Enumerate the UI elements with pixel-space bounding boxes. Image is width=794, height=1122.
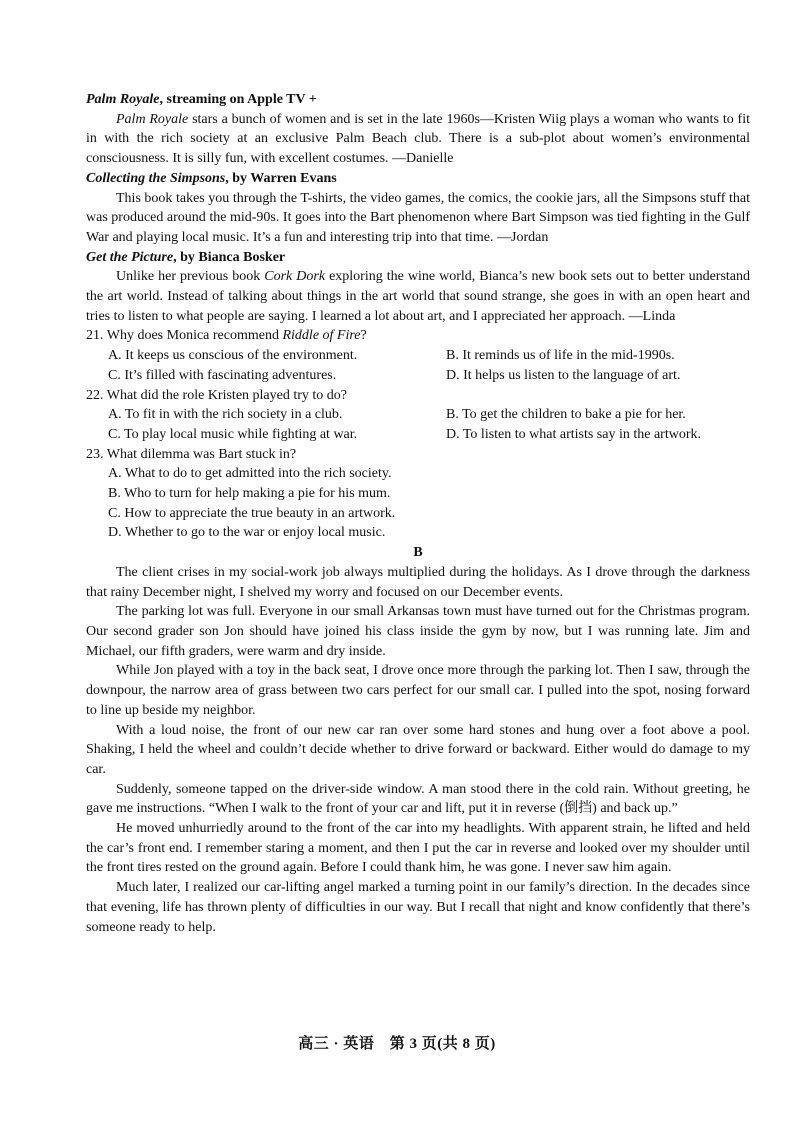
passage-paragraph: With a loud noise, the front of our new car ran over some hard stones and hung over a foot above a pool. Shaking, I held the wheel and couldn’t decide whether to drive forward or backward. Either would do damage to my car. bbox=[86, 722, 750, 777]
review-title-italic: Get the Picture bbox=[86, 249, 174, 265]
question-stem-text: ? bbox=[360, 328, 367, 344]
section-heading: B bbox=[413, 545, 423, 561]
passage-paragraph: Suddenly, someone tapped on the driver-side window. A man stood there in the cold rain. Without greeting, he gave me instructions. “When I walk to the front of your car and lift, put it in reverse (倒挡) and back up.” bbox=[86, 781, 750, 817]
review-title bbox=[86, 169, 750, 189]
option-c: C. It’s filled with fascinating adventures. bbox=[108, 367, 337, 383]
option-c: C. How to appreciate the true beauty in an artwork. bbox=[108, 505, 396, 521]
question-options bbox=[108, 405, 750, 444]
option-c: C. To play local music while fighting at war. bbox=[108, 426, 358, 442]
option-d: D. To listen to what artists say in the artwork. bbox=[446, 426, 702, 442]
review-title bbox=[86, 90, 750, 110]
review-body-text: stars a bunch of women and is set in the late 1960s—Kristen Wiig plays a woman who wants to fit in with the rich society at an exclusive Palm Beach club. There is a sub-plot about women’s environmental consciousness. It is silly fun, with excellent costumes. —Danielle bbox=[86, 111, 750, 167]
question-stem-italic: Riddle of Fire bbox=[282, 328, 361, 344]
option-b: B. Who to turn for help making a pie for his mum. bbox=[108, 486, 391, 502]
option-d: D. It helps us listen to the language of art. bbox=[446, 367, 681, 383]
review-body-text: exploring the wine world, Bianca’s new book sets out to better understand the art world. Instead of talking about things in the art world that sound strange, she goes in with an open heart and tries to listen to what people are saying. I learned a lot about art, and I appreciated her approach. —Linda bbox=[86, 269, 750, 324]
option-a: A. What to do to get admitted into the rich society. bbox=[108, 466, 392, 482]
question-options bbox=[108, 346, 750, 385]
option-b: B. To get the children to bake a pie for her. bbox=[446, 407, 686, 423]
review-title-rest: , streaming on Apple TV + bbox=[159, 92, 317, 107]
question-stem: 23. What dilemma was Bart stuck in? bbox=[86, 446, 297, 462]
review-title-italic: Palm Royale bbox=[86, 92, 160, 107]
page-content bbox=[86, 90, 750, 937]
option-d: D. Whether to go to the war or enjoy local music. bbox=[108, 525, 386, 541]
review-title bbox=[86, 248, 750, 268]
passage-paragraph: While Jon played with a toy in the back seat, I drove once more through the parking lot. Then I saw, through the downpour, the narrow area of grass between two cars perfect for our small car. I pulled into the spot, nosing forward to line up beside my neighbor. bbox=[86, 663, 750, 718]
review-body: This book takes you through the T-shirts, the video games, the comics, the cookie jars, all the Simpsons stuff that was produced around the mid-90s. It goes into the Bart phenomenon where Bart Simpson was tied fighting in the Gulf War and playing local music. It’s a fun and interesting trip into that time. —Jordan bbox=[86, 190, 750, 245]
passage-paragraph: The client crises in my social-work job always multiplied during the holidays. As I drove through the darkness that rainy December night, I shelved my worry and focused on our December events. bbox=[86, 564, 750, 600]
review-body-italic: Palm Royale bbox=[116, 111, 189, 127]
option-b: B. It reminds us of life in the mid-1990s. bbox=[446, 348, 675, 364]
review-title-italic: Collecting the Simpsons bbox=[86, 170, 226, 186]
question-options bbox=[108, 464, 750, 543]
review-body bbox=[86, 267, 750, 326]
review-body bbox=[86, 110, 750, 169]
review-title-rest: , by Bianca Bosker bbox=[173, 249, 286, 265]
question-stem bbox=[86, 326, 750, 346]
option-a: A. To fit in with the rich society in a club. bbox=[108, 407, 343, 423]
passage-paragraph: Much later, I realized our car-lifting angel marked a turning point in our family’s direction. In the decades since that evening, life has thrown plenty of difficulties in our way. But I recall that night and know confidently that there’s someone ready to help. bbox=[86, 880, 750, 935]
passage-paragraph: He moved unhurriedly around to the front of the car into my headlights. With apparent strain, he lifted and held the car’s front end. I remember staring a moment, and then I put the car in reverse and looked over my shoulder until the front tires rested on the ground again. Before I could thank him, he was gone. I never saw him again. bbox=[86, 821, 750, 876]
review-body-text: Unlike her previous book bbox=[116, 269, 265, 285]
option-a: A. It keeps us conscious of the environment. bbox=[108, 348, 358, 364]
passage-paragraph: The parking lot was full. Everyone in our small Arkansas town must have turned out for the Christmas program. Our second grader son Jon should have joined his class inside the gym by now, but I was running late. Jim and Michael, our fifth graders, were warm and dry inside. bbox=[86, 604, 750, 659]
question-stem-text: 21. Why does Monica recommend bbox=[86, 328, 283, 344]
page-footer: 高三 · 英语 第 3 页(共 8 页) bbox=[298, 1036, 496, 1052]
review-body-italic: Cork Dork bbox=[264, 269, 326, 285]
review-title-rest: , by Warren Evans bbox=[225, 170, 337, 186]
question-stem: 22. What did the role Kristen played try to do? bbox=[86, 387, 348, 403]
